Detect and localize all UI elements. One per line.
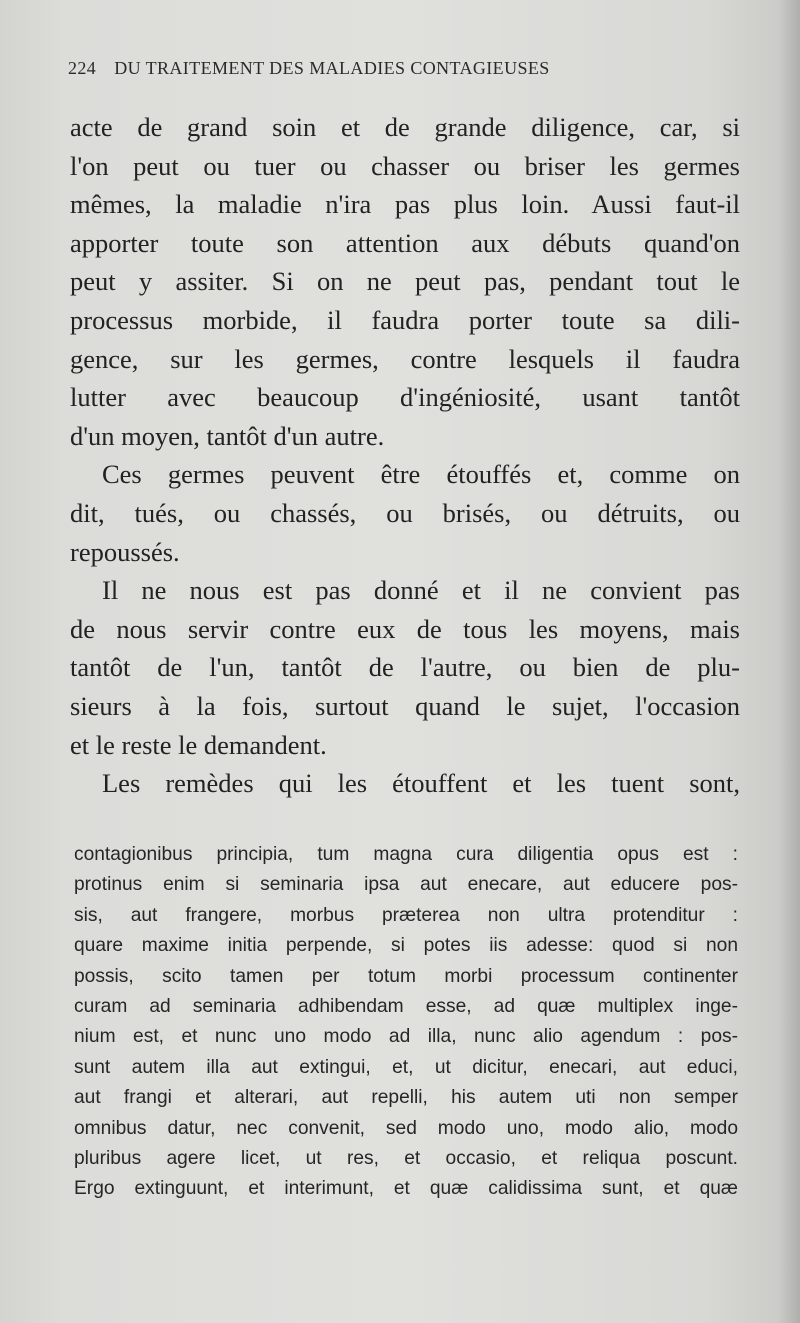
note-line: Ergo extinguunt, et interimunt, et quæ calidissima sunt, et quæ <box>74 1178 738 1200</box>
text-line: repoussés. <box>70 536 180 567</box>
text-line: de nous servir contre eux de tous les moyens, mais <box>70 613 740 644</box>
page-edge-shadow <box>778 0 800 1323</box>
text-line: acte de grand soin et de grande diligence, car, si <box>70 112 740 142</box>
text-line: lutter avec beaucoup d'ingéniosité, usant tantôt <box>70 382 740 413</box>
text-line: peut y assiter. Si on ne peut pas, pendant tout le <box>70 266 740 297</box>
text-line: gence, sur les germes, contre lesquels il faudra <box>70 343 740 374</box>
page-number: 224 <box>68 58 97 78</box>
text-line: apporter toute son attention aux débuts quand'on <box>70 227 740 258</box>
note-line: contagionibus principia, tum magna cura diligentia opus est : <box>74 844 738 865</box>
text-line: l'on peut ou tuer ou chasser ou briser les germes <box>70 150 740 181</box>
text-line: processus morbide, il faudra porter toute sa dili- <box>70 304 740 335</box>
text-line: mêmes, la maladie n'ira pas plus loin. Aussi faut-il <box>70 189 740 220</box>
note-line: pluribus agere licet, ut res, et occasio, et reliqua poscunt. <box>74 1148 738 1170</box>
text-line: dit, tués, ou chassés, ou brisés, ou détruits, ou <box>70 497 740 528</box>
french-translation-text <box>70 108 740 803</box>
note-line: protinus enim si seminaria ipsa aut enecare, aut educere pos- <box>74 874 738 896</box>
note-line: possis, scito tamen per totum morbi processum continenter <box>74 965 738 987</box>
note-line: quare maxime initia perpende, si potes iis adesse: quod si non <box>74 935 738 957</box>
text-line: tantôt de l'un, tantôt de l'autre, ou bien de plu- <box>70 652 740 683</box>
note-line: sis, aut frangere, morbus præterea non ultra protenditur : <box>74 904 738 926</box>
note-line: nium est, et nunc uno modo ad illa, nunc alio agendum : pos- <box>74 1026 738 1048</box>
text-line: et le reste le demandent. <box>70 729 327 760</box>
text-line: Ces germes peuvent être étouffés et, comme on <box>102 459 740 490</box>
running-head <box>68 58 678 79</box>
note-line: sunt autem illa aut extingui, et, ut dicitur, enecari, aut educi, <box>74 1056 738 1078</box>
text-line: Les remèdes qui les étouffent et les tuent sont, <box>102 768 740 799</box>
text-line: Il ne nous est pas donné et il ne convient pas <box>102 575 740 606</box>
text-line: d'un moyen, tantôt d'un autre. <box>70 420 385 451</box>
running-title: DU TRAITEMENT DES MALADIES CONTAGIEUSES <box>114 58 550 78</box>
note-line: curam ad seminaria adhibendam esse, ad quæ multiplex inge- <box>74 996 738 1018</box>
note-line: aut frangi et alterari, aut repelli, his autem uti non semper <box>74 1087 738 1109</box>
latin-original-text <box>74 840 738 1205</box>
note-line: omnibus datur, nec convenit, sed modo uno, modo alio, modo <box>74 1117 738 1139</box>
text-line: sieurs à la fois, surtout quand le sujet, l'occasion <box>70 690 740 721</box>
